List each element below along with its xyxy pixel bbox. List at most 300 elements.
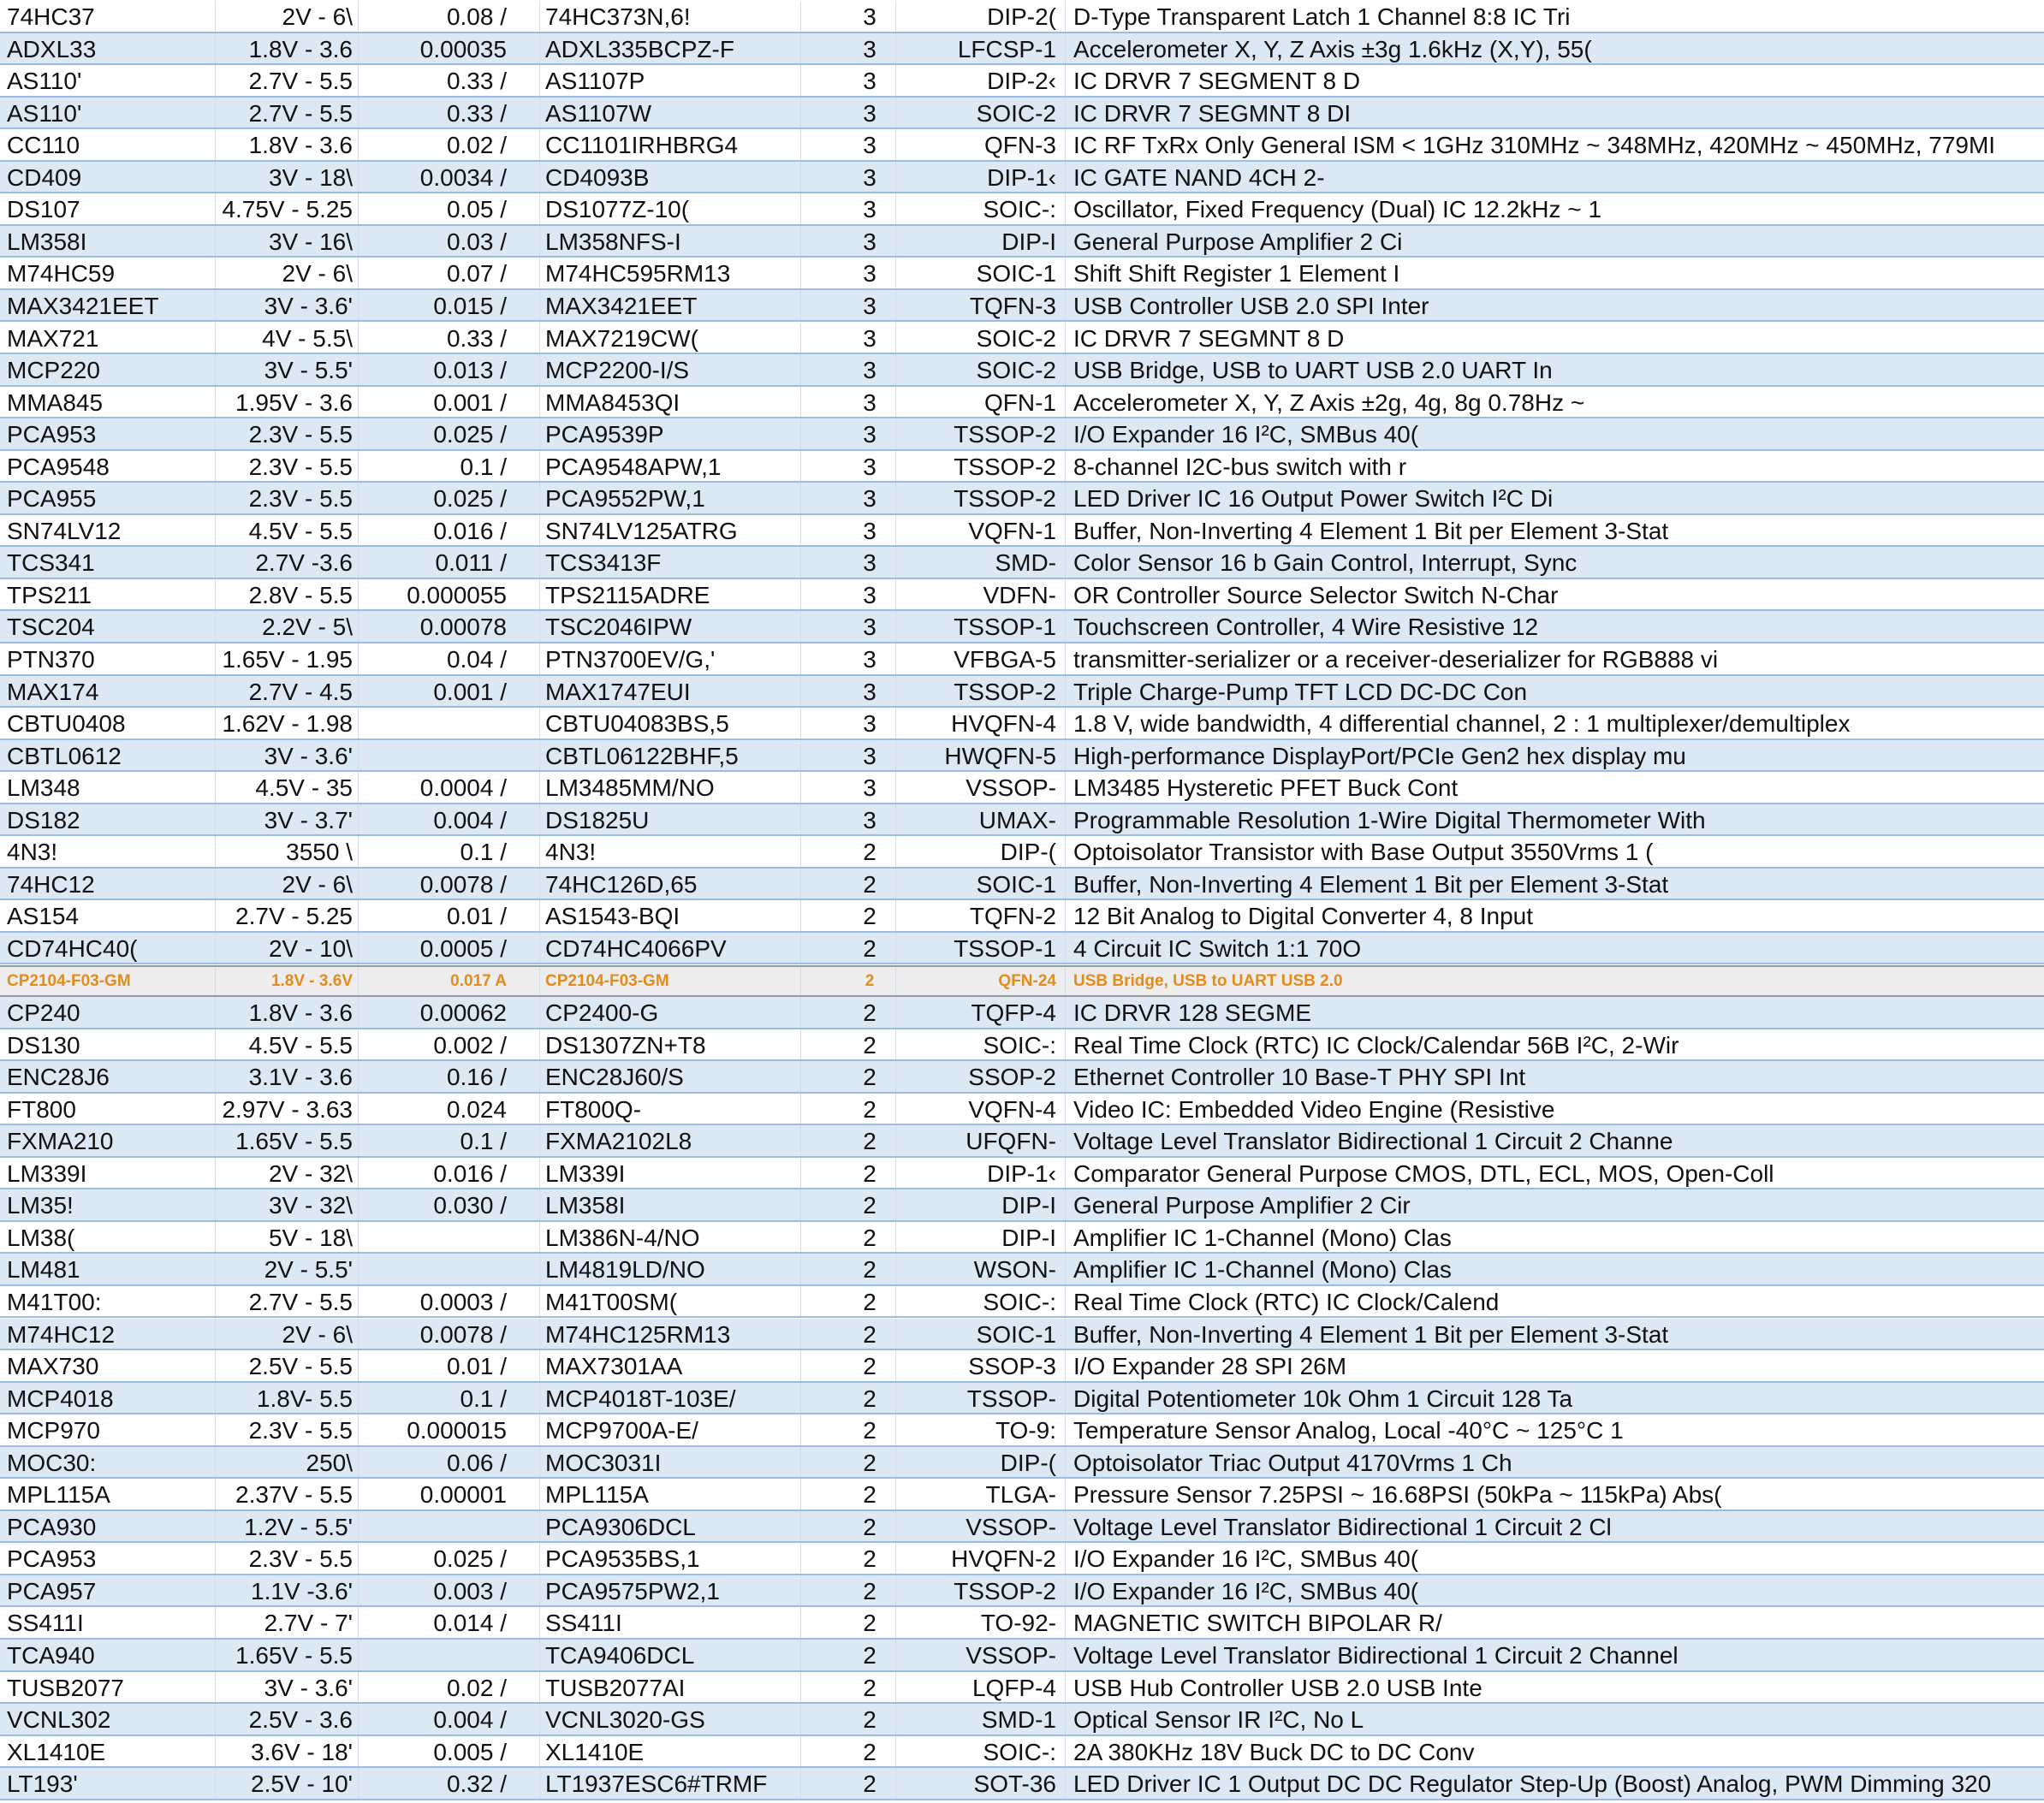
table-row[interactable] [0,1704,2044,1736]
package-cell[interactable]: TQFN-2 [896,900,1066,931]
description-cell[interactable]: IC DRVR 128 SEGME [1073,999,1312,1026]
manufacturer-part-cell[interactable]: M74HC125RM13 [540,1319,801,1349]
description-cell[interactable]: LM3485 Hysteretic PFET Buck Cont [1073,774,1459,802]
manufacturer-part-cell[interactable]: MCP9700A-E/ [540,1415,801,1445]
part-number-cell[interactable]: TPS211 [0,579,216,610]
table-row[interactable] [0,1029,2044,1062]
part-number-cell[interactable]: TCS341 [0,547,216,578]
table-row[interactable] [0,772,2044,804]
package-cell[interactable]: TSSOP-2 [896,1575,1066,1606]
description-cell[interactable]: Voltage Level Translator Bidirectional 1 Circuit 2 Channel [1073,1642,1679,1669]
current-cell[interactable]: 0.000015 [359,1415,540,1445]
quantity-cell[interactable]: 2 [801,1350,896,1381]
voltage-range-cell[interactable]: 1.65V - 5.5 [216,1640,359,1670]
manufacturer-part-cell[interactable]: PCA9535BS,1 [540,1543,801,1574]
part-number-cell[interactable]: TSC204 [0,611,216,642]
voltage-range-cell[interactable]: 2.97V - 3.63 [216,1094,359,1124]
voltage-range-cell[interactable]: 3V - 32\ [216,1189,359,1220]
package-cell[interactable]: VSSOP- [896,1640,1066,1670]
table-row[interactable] [0,354,2044,387]
quantity-cell[interactable]: 2 [801,1543,896,1574]
description-cell[interactable]: IC DRVR 7 SEGMNT 8 DI [1073,99,1352,127]
description-cell[interactable]: IC DRVR 7 SEGMENT 8 D [1073,68,1361,95]
voltage-range-cell[interactable]: 1.65V - 5.5 [216,1125,359,1156]
quantity-cell[interactable]: 3 [801,354,896,385]
part-number-cell[interactable]: SS411I [0,1607,216,1638]
current-cell[interactable]: 0.01 / [359,900,540,931]
part-number-cell[interactable]: PCA953 [0,418,216,449]
table-row[interactable] [0,611,2044,644]
description-cell[interactable]: Color Sensor 16 b Gain Control, Interrupt, Sync [1073,549,1578,577]
current-cell[interactable] [359,1640,540,1670]
table-row[interactable] [0,1094,2044,1126]
voltage-range-cell[interactable]: 3550 \ [216,836,359,867]
current-cell[interactable]: 0.001 / [359,676,540,707]
current-cell[interactable]: 0.013 / [359,354,540,385]
voltage-range-cell[interactable]: 1.2V - 5.5' [216,1511,359,1542]
manufacturer-part-cell[interactable]: CD4093B [540,162,801,193]
description-cell[interactable]: I/O Expander 28 SPI 26M [1073,1353,1347,1380]
description-cell[interactable]: USB Bridge, USB to UART USB 2.0 UART In [1073,357,1553,384]
package-cell[interactable]: DIP-I [896,226,1066,257]
manufacturer-part-cell[interactable]: LM386N-4/NO [540,1222,801,1253]
description-cell[interactable]: LED Driver IC 16 Output Power Switch I²C Di [1073,485,1554,513]
manufacturer-part-cell[interactable]: LM358NFS-I [540,226,801,257]
table-row[interactable] [0,162,2044,194]
part-number-cell[interactable]: MCP970 [0,1415,216,1445]
part-number-cell[interactable]: MAX730 [0,1350,216,1381]
voltage-range-cell[interactable]: 1.62V - 1.98 [216,708,359,738]
package-cell[interactable]: TLGA- [896,1479,1066,1509]
quantity-cell[interactable]: 2 [801,1415,896,1445]
part-number-cell[interactable]: PTN370 [0,644,216,674]
table-row[interactable] [0,1672,2044,1705]
quantity-cell[interactable]: 3 [801,708,896,738]
manufacturer-part-cell[interactable]: AS1543-BQI [540,900,801,931]
package-cell[interactable]: TSSOP-2 [896,483,1066,513]
table-row[interactable] [0,1222,2044,1254]
quantity-cell[interactable]: 2 [801,1061,896,1092]
quantity-cell[interactable]: 3 [801,193,896,224]
voltage-range-cell[interactable]: 2.3V - 5.5 [216,1415,359,1445]
part-number-cell[interactable]: MCP4018 [0,1383,216,1414]
quantity-cell[interactable]: 2 [801,1094,896,1124]
manufacturer-part-cell[interactable]: SN74LV125ATRG [540,515,801,546]
manufacturer-part-cell[interactable]: MAX1747EUI [540,676,801,707]
part-number-cell[interactable]: CP240 [0,997,216,1028]
voltage-range-cell[interactable]: 4.75V - 5.25 [216,193,359,224]
manufacturer-part-cell[interactable]: CP2104-F03-GM [540,967,801,995]
current-cell[interactable]: 0.0034 / [359,162,540,193]
description-cell[interactable]: LED Driver IC 1 Output DC DC Regulator Step-Up (Boost) Analog, PWM Dimming 320 [1073,1770,1992,1798]
description-cell[interactable]: 2A 380KHz 18V Buck DC to DC Conv [1073,1738,1475,1765]
current-cell[interactable]: 0.014 / [359,1607,540,1638]
quantity-cell[interactable]: 2 [801,1672,896,1703]
current-cell[interactable]: 0.015 / [359,290,540,321]
manufacturer-part-cell[interactable]: PCA9306DCL [540,1511,801,1542]
description-cell[interactable]: General Purpose Amplifier 2 Cir [1073,1192,1411,1219]
quantity-cell[interactable]: 2 [801,1479,896,1509]
manufacturer-part-cell[interactable]: LM4819LD/NO [540,1254,801,1284]
package-cell[interactable]: VSSOP- [896,1511,1066,1542]
table-row[interactable] [0,193,2044,226]
manufacturer-part-cell[interactable]: MOC3031I [540,1447,801,1478]
package-cell[interactable]: TO-9: [896,1415,1066,1445]
part-number-cell[interactable]: MMA845 [0,387,216,418]
manufacturer-part-cell[interactable]: AS1107W [540,98,801,128]
voltage-range-cell[interactable]: 1.95V - 3.6 [216,387,359,418]
current-cell[interactable]: 0.017 A [359,967,540,995]
description-cell[interactable]: Accelerometer X, Y, Z Axis ±3g 1.6kHz (X,Y), 55( [1073,35,1592,62]
description-cell[interactable]: D-Type Transparent Latch 1 Channel 8:8 IC Tri [1073,3,1571,30]
manufacturer-part-cell[interactable]: DS1307ZN+T8 [540,1029,801,1060]
table-row[interactable] [0,1286,2044,1319]
voltage-range-cell[interactable]: 2.7V - 5.5 [216,1286,359,1317]
package-cell[interactable]: HVQFN-4 [896,708,1066,738]
voltage-range-cell[interactable]: 2V - 10\ [216,933,359,964]
description-cell[interactable]: IC DRVR 7 SEGMNT 8 D [1073,324,1345,352]
quantity-cell[interactable]: 3 [801,451,896,482]
current-cell[interactable]: 0.0004 / [359,772,540,803]
voltage-range-cell[interactable]: 3V - 5.5' [216,354,359,385]
table-row[interactable] [0,515,2044,548]
package-cell[interactable]: TSSOP-2 [896,418,1066,449]
part-number-cell[interactable]: MAX174 [0,676,216,707]
current-cell[interactable]: 0.07 / [359,258,540,288]
quantity-cell[interactable]: 2 [801,869,896,899]
manufacturer-part-cell[interactable]: PCA9539P [540,418,801,449]
quantity-cell[interactable]: 2 [801,1447,896,1478]
table-row[interactable] [0,1415,2044,1447]
voltage-range-cell[interactable]: 2.7V - 7' [216,1607,359,1638]
package-cell[interactable]: SOT-36 [896,1768,1066,1799]
manufacturer-part-cell[interactable]: TPS2115ADRE [540,579,801,610]
description-cell[interactable]: Optoisolator Transistor with Base Output 3550Vrms 1 ( [1073,839,1654,866]
manufacturer-part-cell[interactable]: LM339I [540,1158,801,1189]
description-cell[interactable]: Temperature Sensor Analog, Local -40°C ~ 125°C 1 [1073,1417,1624,1444]
manufacturer-part-cell[interactable]: ADXL335BCPZ-F [540,33,801,64]
table-row[interactable] [0,451,2044,483]
voltage-range-cell[interactable]: 2.2V - 5\ [216,611,359,642]
current-cell[interactable]: 0.005 / [359,1736,540,1767]
description-cell[interactable]: Amplifier IC 1-Channel (Mono) Clas [1073,1256,1452,1284]
part-number-cell[interactable]: PCA930 [0,1511,216,1542]
voltage-range-cell[interactable]: 1.1V -3.6' [216,1575,359,1606]
description-cell[interactable]: Real Time Clock (RTC) IC Clock/Calendar 56B I²C, 2-Wir [1073,1031,1679,1059]
quantity-cell[interactable]: 2 [801,836,896,867]
table-row[interactable] [0,1350,2044,1383]
package-cell[interactable]: QFN-24 [896,967,1066,995]
quantity-cell[interactable]: 3 [801,162,896,193]
voltage-range-cell[interactable]: 2.5V - 3.6 [216,1704,359,1735]
current-cell[interactable]: 0.03 / [359,226,540,257]
package-cell[interactable]: TQFP-4 [896,997,1066,1028]
part-number-cell[interactable]: PCA957 [0,1575,216,1606]
description-cell[interactable]: 12 Bit Analog to Digital Converter 4, 8 Input [1073,903,1533,930]
current-cell[interactable]: 0.030 / [359,1189,540,1220]
manufacturer-part-cell[interactable]: TCS3413F [540,547,801,578]
part-number-cell[interactable]: MAX3421EET [0,290,216,321]
package-cell[interactable]: DIP-2( [896,1,1066,32]
current-cell[interactable]: 0.0005 / [359,933,540,964]
table-row[interactable] [0,676,2044,709]
package-cell[interactable]: WSON- [896,1254,1066,1284]
package-cell[interactable]: TQFN-3 [896,290,1066,321]
quantity-cell[interactable]: 2 [801,1158,896,1189]
description-cell[interactable]: USB Controller USB 2.0 SPI Inter [1073,292,1429,319]
table-row[interactable] [0,226,2044,258]
current-cell[interactable] [359,740,540,771]
voltage-range-cell[interactable]: 3.1V - 3.6 [216,1061,359,1092]
package-cell[interactable]: VQFN-4 [896,1094,1066,1124]
voltage-range-cell[interactable]: 1.8V - 3.6V [216,967,359,995]
quantity-cell[interactable]: 2 [801,1029,896,1060]
current-cell[interactable]: 0.06 / [359,1447,540,1478]
manufacturer-part-cell[interactable]: PCA9552PW,1 [540,483,801,513]
table-row[interactable] [0,708,2044,740]
part-number-cell[interactable]: XL1410E [0,1736,216,1767]
quantity-cell[interactable]: 3 [801,772,896,803]
manufacturer-part-cell[interactable]: PCA9548APW,1 [540,451,801,482]
package-cell[interactable]: DIP-1‹ [896,1158,1066,1189]
table-row[interactable] [0,1640,2044,1672]
package-cell[interactable]: VFBGA-5 [896,644,1066,674]
description-cell[interactable]: Shift Shift Register 1 Element I [1073,260,1400,288]
description-cell[interactable]: Video IC: Embedded Video Engine (Resistive [1073,1095,1555,1123]
voltage-range-cell[interactable]: 2.5V - 5.5 [216,1350,359,1381]
quantity-cell[interactable]: 2 [801,997,896,1028]
manufacturer-part-cell[interactable]: CD74HC4066PV [540,933,801,964]
table-row[interactable] [0,1,2044,33]
table-row[interactable] [0,1543,2044,1575]
description-cell[interactable]: USB Bridge, USB to UART USB 2.0 [1073,971,1343,990]
current-cell[interactable]: 0.001 / [359,387,540,418]
manufacturer-part-cell[interactable]: MPL115A [540,1479,801,1509]
current-cell[interactable]: 0.08 / [359,1,540,32]
current-cell[interactable]: 0.02 / [359,129,540,160]
quantity-cell[interactable]: 2 [801,900,896,931]
manufacturer-part-cell[interactable]: 74HC126D,65 [540,869,801,899]
package-cell[interactable]: VDFN- [896,579,1066,610]
quantity-cell[interactable]: 2 [801,1640,896,1670]
manufacturer-part-cell[interactable]: MAX7219CW( [540,323,801,353]
quantity-cell[interactable]: 2 [801,1189,896,1220]
voltage-range-cell[interactable]: 2.37V - 5.5 [216,1479,359,1509]
current-cell[interactable]: 0.32 / [359,1768,540,1799]
description-cell[interactable]: 4 Circuit IC Switch 1:1 70O [1073,934,1362,962]
part-number-cell[interactable]: ENC28J6 [0,1061,216,1092]
voltage-range-cell[interactable]: 1.8V - 3.6 [216,997,359,1028]
current-cell[interactable] [359,1222,540,1253]
voltage-range-cell[interactable]: 2V - 6\ [216,1,359,32]
current-cell[interactable]: 0.003 / [359,1575,540,1606]
package-cell[interactable]: VQFN-1 [896,515,1066,546]
description-cell[interactable]: MAGNETIC SWITCH BIPOLAR R/ [1073,1610,1442,1637]
voltage-range-cell[interactable]: 2.5V - 10' [216,1768,359,1799]
description-cell[interactable]: I/O Expander 16 I²C, SMBus 40( [1073,1577,1419,1604]
manufacturer-part-cell[interactable]: LT1937ESC6#TRMF [540,1768,801,1799]
part-number-cell[interactable]: AS110' [0,98,216,128]
package-cell[interactable]: HVQFN-2 [896,1543,1066,1574]
voltage-range-cell[interactable]: 3V - 16\ [216,226,359,257]
quantity-cell[interactable]: 2 [801,1575,896,1606]
manufacturer-part-cell[interactable]: PTN3700EV/G,' [540,644,801,674]
part-number-cell[interactable]: PCA9548 [0,451,216,482]
table-row[interactable] [0,836,2044,869]
description-cell[interactable]: Voltage Level Translator Bidirectional 1 Circuit 2 Channe [1073,1128,1673,1155]
manufacturer-part-cell[interactable]: SS411I [540,1607,801,1638]
part-number-cell[interactable]: 4N3! [0,836,216,867]
quantity-cell[interactable]: 3 [801,129,896,160]
quantity-cell[interactable]: 2 [801,1736,896,1767]
voltage-range-cell[interactable]: 1.8V - 3.6 [216,129,359,160]
current-cell[interactable]: 0.004 / [359,1704,540,1735]
quantity-cell[interactable]: 3 [801,1,896,32]
quantity-cell[interactable]: 3 [801,98,896,128]
current-cell[interactable] [359,1511,540,1542]
voltage-range-cell[interactable]: 2.7V - 4.5 [216,676,359,707]
part-number-cell[interactable]: CD74HC40( [0,933,216,964]
table-row[interactable] [0,129,2044,162]
table-row[interactable] [0,1189,2044,1222]
current-cell[interactable]: 0.02 / [359,1672,540,1703]
quantity-cell[interactable]: 2 [801,1383,896,1414]
part-number-cell[interactable]: CBTL0612 [0,740,216,771]
package-cell[interactable]: UMAX- [896,804,1066,835]
manufacturer-part-cell[interactable]: LM358I [540,1189,801,1220]
quantity-cell[interactable]: 2 [801,1319,896,1349]
current-cell[interactable]: 0.025 / [359,483,540,513]
part-number-cell[interactable]: MPL115A [0,1479,216,1509]
part-number-cell[interactable]: VCNL302 [0,1704,216,1735]
part-number-cell[interactable]: M74HC12 [0,1319,216,1349]
voltage-range-cell[interactable]: 2V - 6\ [216,869,359,899]
current-cell[interactable]: 0.016 / [359,1158,540,1189]
part-number-cell[interactable]: PCA953 [0,1543,216,1574]
quantity-cell[interactable]: 3 [801,258,896,288]
manufacturer-part-cell[interactable]: VCNL3020-GS [540,1704,801,1735]
description-cell[interactable]: USB Hub Controller USB 2.0 USB Inte [1073,1674,1482,1701]
current-cell[interactable]: 0.1 / [359,836,540,867]
manufacturer-part-cell[interactable]: CBTL06122BHF,5 [540,740,801,771]
part-number-cell[interactable]: MAX721 [0,323,216,353]
manufacturer-part-cell[interactable]: CBTU04083BS,5 [540,708,801,738]
package-cell[interactable]: DIP-I [896,1189,1066,1220]
manufacturer-part-cell[interactable]: CC1101IRHBRG4 [540,129,801,160]
current-cell[interactable]: 0.00001 [359,1479,540,1509]
current-cell[interactable]: 0.16 / [359,1061,540,1092]
package-cell[interactable]: SSOP-3 [896,1350,1066,1381]
description-cell[interactable]: Buffer, Non-Inverting 4 Element 1 Bit per Element 3-Stat [1073,870,1669,898]
description-cell[interactable]: transmitter-serializer or a receiver-deserializer for RGB888 vi [1073,646,1719,673]
table-row[interactable] [0,1383,2044,1415]
manufacturer-part-cell[interactable]: TCA9406DCL [540,1640,801,1670]
current-cell[interactable]: 0.00035 [359,33,540,64]
package-cell[interactable]: TSSOP-1 [896,933,1066,964]
table-row[interactable] [0,1158,2044,1190]
description-cell[interactable]: I/O Expander 16 I²C, SMBus 40( [1073,1545,1419,1573]
quantity-cell[interactable]: 3 [801,323,896,353]
description-cell[interactable]: Buffer, Non-Inverting 4 Element 1 Bit per Element 3-Stat [1073,1320,1669,1348]
table-row[interactable] [0,547,2044,579]
voltage-range-cell[interactable]: 1.8V - 3.6 [216,33,359,64]
package-cell[interactable]: SSOP-2 [896,1061,1066,1092]
description-cell[interactable]: Oscillator, Fixed Frequency (Dual) IC 12.2kHz ~ 1 [1073,196,1602,223]
current-cell[interactable]: 0.0078 / [359,1319,540,1349]
description-cell[interactable]: General Purpose Amplifier 2 Ci [1073,228,1403,255]
part-number-cell[interactable]: FT800 [0,1094,216,1124]
table-row[interactable] [0,1479,2044,1511]
part-number-cell[interactable]: LM481 [0,1254,216,1284]
part-number-cell[interactable]: DS107 [0,193,216,224]
current-cell[interactable]: 0.016 / [359,515,540,546]
part-number-cell[interactable]: DS182 [0,804,216,835]
manufacturer-part-cell[interactable]: MAX3421EET [540,290,801,321]
current-cell[interactable]: 0.0003 / [359,1286,540,1317]
description-cell[interactable]: Accelerometer X, Y, Z Axis ±2g, 4g, 8g 0.78Hz ~ [1073,388,1585,416]
current-cell[interactable]: 0.1 / [359,1125,540,1156]
table-row[interactable] [0,997,2044,1029]
part-number-cell[interactable]: CBTU0408 [0,708,216,738]
voltage-range-cell[interactable]: 3V - 3.7' [216,804,359,835]
manufacturer-part-cell[interactable]: 4N3! [540,836,801,867]
manufacturer-part-cell[interactable]: TUSB2077AI [540,1672,801,1703]
part-number-cell[interactable]: AS154 [0,900,216,931]
manufacturer-part-cell[interactable]: MMA8453QI [540,387,801,418]
current-cell[interactable]: 0.1 / [359,1383,540,1414]
description-cell[interactable]: Programmable Resolution 1-Wire Digital Thermometer With [1073,806,1706,833]
part-number-cell[interactable]: LM38( [0,1222,216,1253]
quantity-cell[interactable]: 2 [801,1768,896,1799]
quantity-cell[interactable]: 3 [801,65,896,96]
package-cell[interactable]: SOIC-: [896,1029,1066,1060]
part-number-cell[interactable]: LM35! [0,1189,216,1220]
current-cell[interactable]: 0.33 / [359,65,540,96]
voltage-range-cell[interactable]: 2.7V - 5.5 [216,98,359,128]
voltage-range-cell[interactable]: 3V - 3.6' [216,740,359,771]
package-cell[interactable]: DIP-( [896,1447,1066,1478]
part-number-cell[interactable]: CC110 [0,129,216,160]
quantity-cell[interactable]: 2 [801,1254,896,1284]
package-cell[interactable]: QFN-3 [896,129,1066,160]
table-row-highlighted[interactable] [0,965,2044,997]
description-cell[interactable]: IC GATE NAND 4CH 2- [1073,163,1325,191]
package-cell[interactable]: DIP-I [896,1222,1066,1253]
table-row[interactable] [0,1575,2044,1608]
voltage-range-cell[interactable]: 2.7V - 5.25 [216,900,359,931]
table-row[interactable] [0,65,2044,98]
package-cell[interactable]: SOIC-2 [896,354,1066,385]
quantity-cell[interactable]: 3 [801,547,896,578]
current-cell[interactable]: 0.000055 [359,579,540,610]
manufacturer-part-cell[interactable]: DS1825U [540,804,801,835]
manufacturer-part-cell[interactable]: DS1077Z-10( [540,193,801,224]
package-cell[interactable]: SOIC-1 [896,258,1066,288]
manufacturer-part-cell[interactable]: ENC28J60/S [540,1061,801,1092]
current-cell[interactable]: 0.025 / [359,418,540,449]
manufacturer-part-cell[interactable]: TSC2046IPW [540,611,801,642]
part-number-cell[interactable]: TUSB2077 [0,1672,216,1703]
package-cell[interactable]: SOIC-: [896,1736,1066,1767]
current-cell[interactable]: 0.025 / [359,1543,540,1574]
voltage-range-cell[interactable]: 250\ [216,1447,359,1478]
table-row[interactable] [0,418,2044,451]
quantity-cell[interactable]: 3 [801,676,896,707]
package-cell[interactable]: TSSOP-2 [896,451,1066,482]
package-cell[interactable]: LFCSP-1 [896,33,1066,64]
voltage-range-cell[interactable]: 4V - 5.5\ [216,323,359,353]
manufacturer-part-cell[interactable]: XL1410E [540,1736,801,1767]
